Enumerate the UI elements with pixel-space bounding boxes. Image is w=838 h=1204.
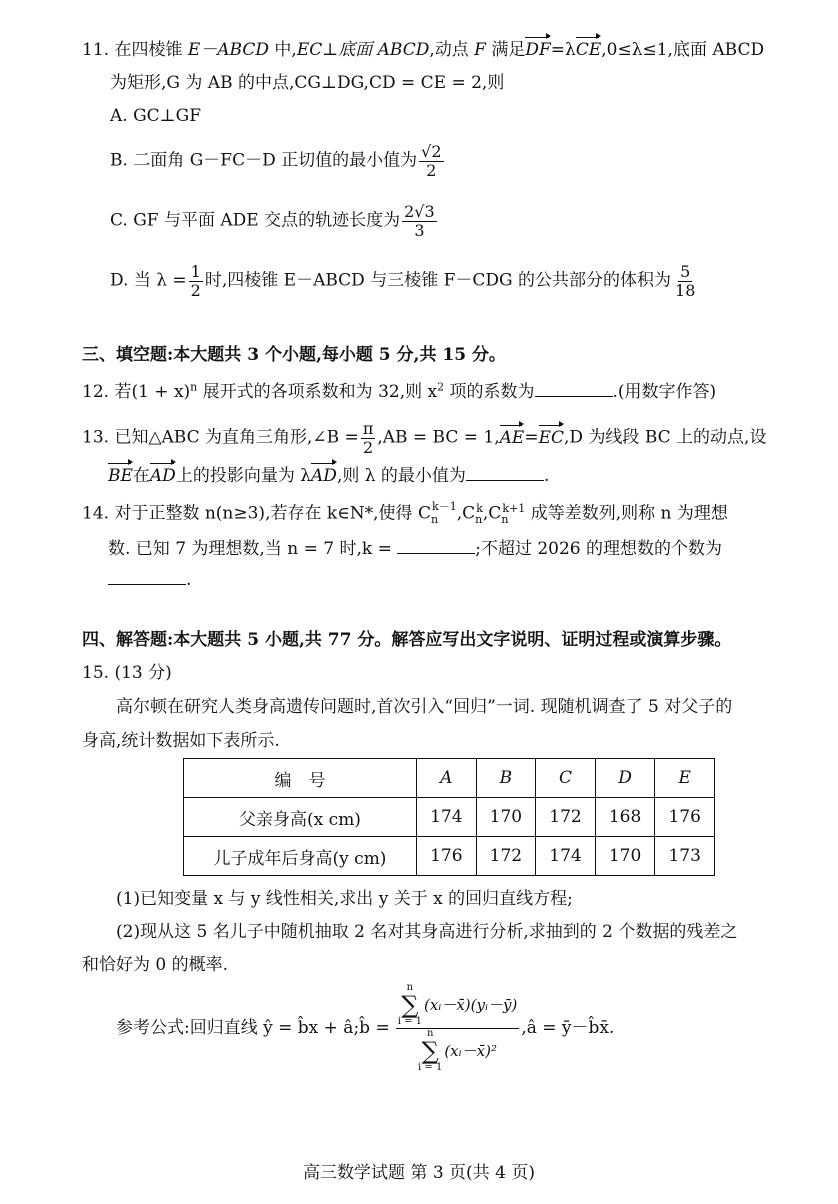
q13-line1: 13. 已知△ABC 为直角三角形,∠B = $\frac{\pi}{2}$ ,AB = BC = 1,AE=EC,D 为线段 BC 上的动点,设 bbox=[82, 419, 767, 457]
q15-part-1: (1)已知变量 x 与 y 线性相关,求出 y 关于 x 的回归直线方程; bbox=[116, 889, 573, 909]
table-cell: 168 bbox=[595, 798, 655, 837]
vector-ad: AD bbox=[149, 466, 176, 486]
table-header-cell: C bbox=[536, 759, 596, 798]
table-cell: 173 bbox=[655, 837, 715, 876]
q11-line1: 11. 在四棱锥 E－ABCD 中,EC⊥底面 ABCD,动点 F 满足DF=λCE,0≤λ≤1,底面 ABCD bbox=[82, 40, 765, 60]
vector-ae: AE bbox=[499, 427, 525, 448]
vector-ce: CE bbox=[575, 40, 602, 60]
table-header-cell: E bbox=[655, 759, 715, 798]
vector-be: BE bbox=[108, 466, 133, 486]
q15-part-2b: 和恰好为 0 的概率. bbox=[82, 955, 229, 975]
table-cell: 174 bbox=[417, 798, 477, 837]
table-header-cell: D bbox=[595, 759, 655, 798]
table-cell: 儿子成年后身高(y cm) bbox=[184, 837, 417, 876]
section-3-heading: 三、填空题:本大题共 3 个小题,每小题 5 分,共 15 分。 bbox=[82, 345, 506, 365]
table-cell: 172 bbox=[536, 798, 596, 837]
q15-header: 15. (13 分) bbox=[82, 663, 172, 683]
q14-line2: 数. 已知 7 为理想数,当 n = 7 时,k = ;不超过 2026 的理想数的个数为 bbox=[108, 539, 723, 559]
table-cell: 172 bbox=[476, 837, 536, 876]
sum-symbol: ∑ bbox=[421, 1037, 439, 1065]
table-cell: 176 bbox=[655, 798, 715, 837]
vector-df: DF bbox=[525, 40, 551, 60]
regression-slope-fraction: n ∑ i = 1 (xᵢ－x̄)(yᵢ－ȳ) n ∑ i = 1 (xᵢ－x̄)² bbox=[397, 981, 518, 1073]
q11-option-c: C. GF 与平面 ADE 交点的轨迹长度为 $\frac{2√3}{3}$ bbox=[110, 202, 435, 240]
answer-blank bbox=[466, 464, 544, 481]
section-4-heading: 四、解答题:本大题共 5 小题,共 77 分。解答应写出文字说明、证明过程或演算步骤。 bbox=[82, 630, 732, 650]
q15-intro-2: 身高,统计数据如下表所示. bbox=[82, 731, 280, 751]
q12: 12. 若$(1 + x)^n$ 展开式的各项系数和为 32,则 $x^2$ 项的系数为 .(用数字作答) bbox=[82, 380, 717, 402]
table-header-cell: B bbox=[476, 759, 536, 798]
answer-blank bbox=[535, 380, 613, 397]
table-header-cell: A bbox=[417, 759, 477, 798]
q13-line2: BE在AD上的投影向量为 λAD,则 λ 的最小值为 . bbox=[108, 466, 550, 486]
answer-blank bbox=[108, 568, 186, 585]
table-row bbox=[184, 798, 715, 837]
vector-ad-2: AD bbox=[311, 466, 337, 486]
table-cell: 176 bbox=[417, 837, 477, 876]
q11-option-b: B. 二面角 G－FC－D 正切值的最小值为 $\frac{√2}{2}$ bbox=[110, 142, 442, 180]
q15-part-2a: (2)现从这 5 名儿子中随机抽取 2 名对其身高进行分析,求抽到的 2 个数据的残差之 bbox=[116, 922, 738, 942]
q15-intro-1: 高尔顿在研究人类身高遗传问题时,首次引入“回归”一词. 现随机调查了 5 对父子的 bbox=[116, 697, 733, 717]
q11-option-d: D. 当 λ = $\frac{1}{2}$ 时,四棱锥 E－ABCD 与三棱锥 F－CDG 的公共部分的体积为 $\frac{5}{18}$ bbox=[110, 262, 696, 300]
table-cell: 174 bbox=[536, 837, 596, 876]
table-cell: 170 bbox=[595, 837, 655, 876]
q11-option-a: A. GC⊥GF bbox=[110, 106, 202, 126]
vector-ec: EC bbox=[538, 427, 564, 448]
reference-formula: 参考公式:回归直线 ŷ = b̂x + â;b̂ = n ∑ i = 1 (xᵢ－x̄)(yᵢ－ȳ) n ∑ i = 1 (xᵢ－x̄)² ,â = ȳ－b̂x̄. bbox=[116, 981, 615, 1073]
q11-line2: 为矩形,G 为 AB 的中点,CG⊥DG,CD = CE = 2,则 bbox=[110, 73, 505, 93]
sum-symbol: ∑ bbox=[401, 991, 419, 1019]
height-data-table bbox=[183, 758, 715, 876]
q14-line3: . bbox=[108, 568, 191, 590]
page-footer: 高三数学试题 第 3 页(共 4 页) bbox=[303, 1163, 535, 1183]
table-cell: 170 bbox=[476, 798, 536, 837]
table-cell: 父亲身高(x cm) bbox=[184, 798, 417, 837]
table-header-cell: 编 号 bbox=[184, 759, 417, 798]
answer-blank bbox=[397, 537, 475, 554]
table-header-row bbox=[184, 759, 715, 798]
table-row bbox=[184, 837, 715, 876]
q14-line1: 14. 对于正整数 n(n≥3),若存在 k∈N*,使得 $C_n^{k-1},C_n^k,C_n^{k+1}$ 成等差数列,则称 n 为理想 bbox=[82, 500, 728, 527]
